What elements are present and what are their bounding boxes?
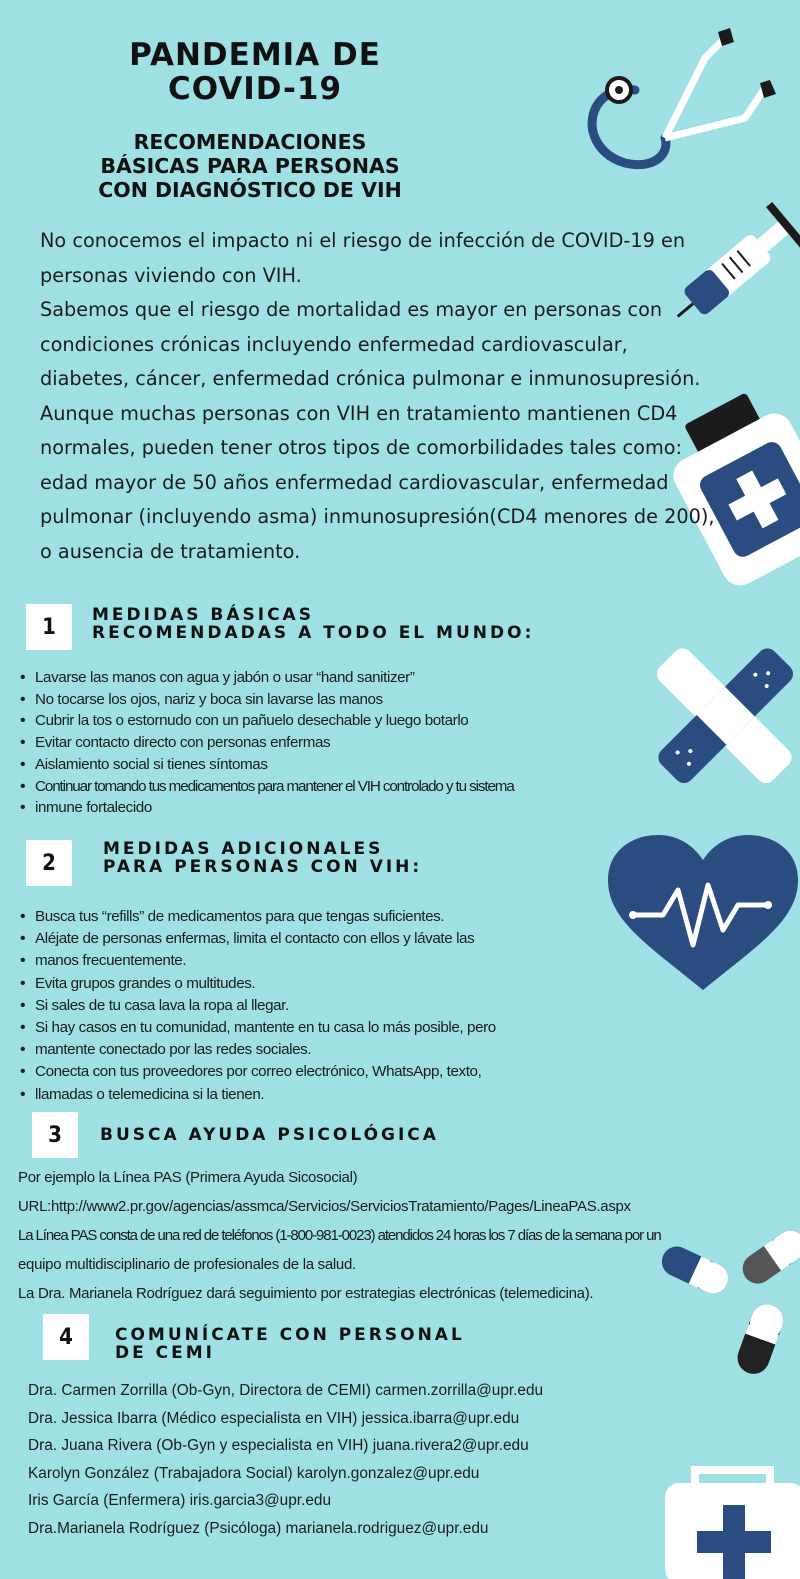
section-1-heading-line-1: MEDIDAS BÁSICAS <box>92 605 314 625</box>
section-4-heading <box>115 1326 465 1362</box>
page-title <box>60 38 450 106</box>
section-2-list <box>20 906 496 1106</box>
subtitle-line-1: RECOMENDACIONES <box>133 130 367 154</box>
section-3-line: equipo multidisciplinario de profesionales de la salud. <box>18 1256 356 1273</box>
pills-icon <box>655 1220 800 1380</box>
section-1-heading-line-2: RECOMENDADAS A TODO EL MUNDO: <box>92 623 535 643</box>
contact-list <box>28 1377 543 1542</box>
contact-item: Dra. Juana Rivera (Ob-Gyn y especialista en VIH) juana.rivera2@upr.edu <box>28 1437 529 1454</box>
stethoscope-icon <box>575 28 775 178</box>
subtitle-line-2: BÁSICAS PARA PERSONAS <box>100 154 400 178</box>
heart-pulse-icon <box>608 835 798 995</box>
intro-line: No conocemos el impacto ni el riesgo de infección de COVID-19 en <box>40 229 686 252</box>
list-item: • Si hay casos en tu comunidad, mantente en tu casa lo más posible, pero <box>20 1017 496 1039</box>
title-line-2: COVID-19 <box>167 71 343 107</box>
list-item: • Lavarse las manos con agua y jabón o usar “hand sanitizer” <box>20 667 514 689</box>
intro-line: edad mayor de 50 años enfermedad cardiovascular, enfermedad <box>40 470 669 494</box>
intro-line: personas viviendo con VIH. <box>40 263 302 287</box>
section-4-number: 4 <box>43 1314 89 1360</box>
contact-item: Dra. Carmen Zorrilla (Ob-Gyn, Directora de CEMI) carmen.zorrilla@upr.edu <box>28 1382 544 1399</box>
list-item: • inmune fortalecido <box>20 797 514 819</box>
intro-line: o ausencia de tratamiento. <box>40 539 301 563</box>
first-aid-kit-icon <box>665 1465 800 1579</box>
section-1-number: 1 <box>26 604 72 650</box>
section-2-heading-line-1: MEDIDAS ADICIONALES <box>103 839 384 859</box>
list-item: • manos frecuentemente. <box>20 950 496 972</box>
contact-item: Dra. Jessica Ibarra (Médico especialista en VIH) jessica.ibarra@upr.edu <box>28 1409 520 1427</box>
list-item: • llamadas o telemedicina si la tienen. <box>20 1084 496 1106</box>
list-item: • Cubrir la tos o estornudo con un pañuelo desechable y luego botarlo <box>20 710 514 732</box>
intro-line: normales, pueden tener otros tipos de comorbilidades tales como: <box>40 436 683 459</box>
intro-text <box>40 224 760 569</box>
section-2-heading-line-2: PARA PERSONAS CON VIH: <box>103 857 423 877</box>
section-3-line: La Dra. Marianela Rodríguez dará seguimiento por estrategias electrónicas (telemedicina). <box>18 1285 594 1302</box>
section-2-heading <box>103 840 422 876</box>
section-1-heading <box>92 606 534 642</box>
section-3-line: Por ejemplo la Línea PAS (Primera Ayuda Sicosocial) <box>18 1169 358 1186</box>
list-item: • Aléjate de personas enfermas, limita el contacto con ellos y lávate las <box>20 928 496 950</box>
list-item: • Evita grupos grandes o multitudes. <box>20 973 496 995</box>
list-item: • No tocarse los ojos, nariz y boca sin lavarse las manos <box>20 689 514 711</box>
list-item: • Continuar tomando tus medicamentos para mantener el VIH controlado y tu sistema <box>20 776 514 798</box>
contact-item: Karolyn González (Trabajadora Social) karolyn.gonzalez@upr.edu <box>28 1464 480 1482</box>
section-3-line: La Línea PAS consta de una red de teléfonos (1-800-981-0023) atendidos 24 horas los 7 días de la semana por un <box>18 1227 661 1244</box>
intro-line: Aunque muchas personas con VIH en tratamiento mantienen CD4 <box>40 401 678 425</box>
intro-line: Sabemos que el riesgo de mortalidad es mayor en personas con <box>40 298 663 321</box>
intro-line: diabetes, cáncer, enfermedad crónica pulmonar e inmunosupresión. <box>40 367 701 390</box>
section-1-list <box>20 667 514 819</box>
section-4-heading-line-2: DE CEMI <box>115 1343 215 1363</box>
intro-line: condiciones crónicas incluyendo enfermedad cardiovascular, <box>40 332 628 356</box>
section-3-url: URL:http://www2.pr.gov/agencias/assmca/Servicios/ServiciosTratamiento/Pages/LineaPAS.aspx <box>18 1198 631 1215</box>
list-item: • Aislamiento social si tienes síntomas <box>20 754 514 776</box>
intro-line: pulmonar (incluyendo asma) inmunosupresión(CD4 menores de 200), <box>40 505 715 528</box>
page-subtitle <box>50 130 450 202</box>
bandage-icon <box>650 650 800 780</box>
list-item: • Conecta con tus proveedores por correo electrónico, WhatsApp, texto, <box>20 1061 496 1083</box>
section-4-heading-line-1: COMUNÍCATE CON PERSONAL <box>115 1325 465 1345</box>
contact-item: Iris García (Enfermera) iris.garcia3@upr.edu <box>28 1492 332 1509</box>
list-item: • Si sales de tu casa lava la ropa al llegar. <box>20 995 496 1017</box>
list-item: • mantente conectado por las redes sociales. <box>20 1039 496 1061</box>
subtitle-line-3: CON DIAGNÓSTICO DE VIH <box>98 178 402 202</box>
list-item: • Busca tus “refills” de medicamentos para que tengas suficientes. <box>20 906 496 928</box>
section-3-heading: BUSCA AYUDA PSICOLÓGICA <box>100 1125 439 1145</box>
section-3-number: 3 <box>32 1112 78 1158</box>
contact-item: Dra.Marianela Rodríguez (Psicóloga) marianela.rodriguez@upr.edu <box>28 1519 489 1537</box>
section-3-text <box>18 1163 661 1308</box>
title-line-1: PANDEMIA DE <box>129 37 381 73</box>
list-item: • Evitar contacto directo con personas enfermas <box>20 732 514 754</box>
section-2-number: 2 <box>26 840 72 886</box>
